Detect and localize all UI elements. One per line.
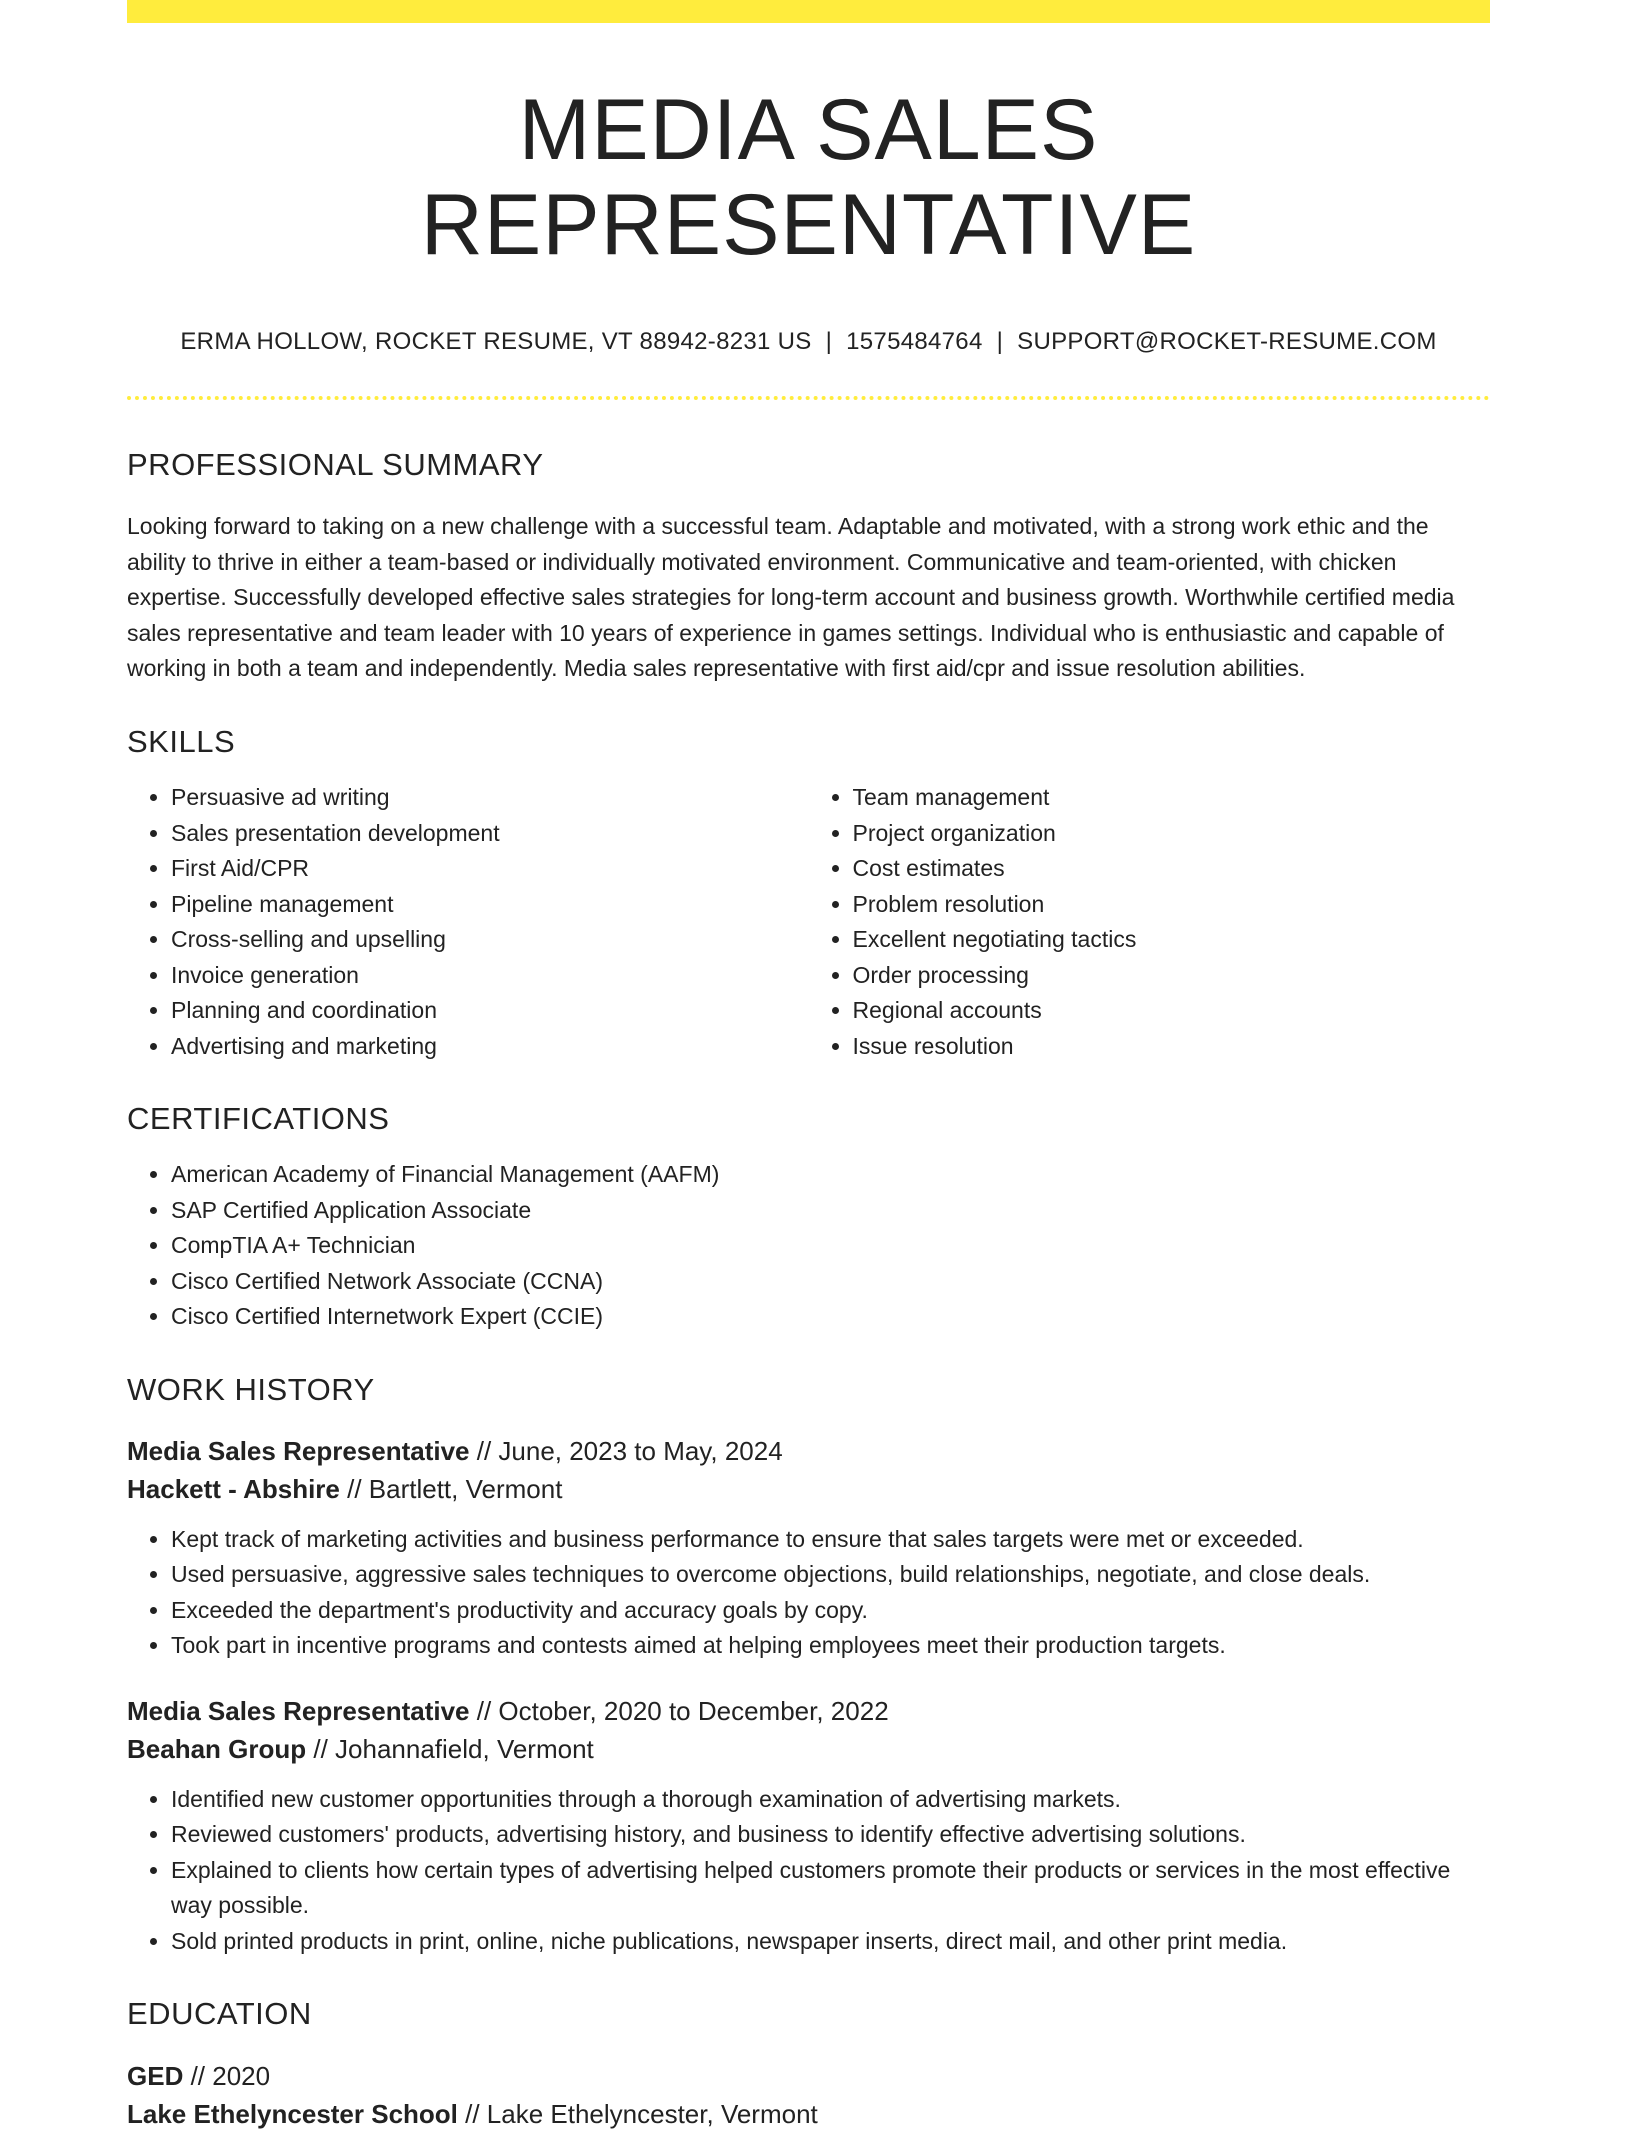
job-role: Media Sales Representative (127, 1435, 470, 1466)
skill-item: • Order processing (853, 958, 1491, 994)
contact-separator: | (996, 328, 1004, 356)
job-bullet: • Identified new customer opportunities through a thorough examination of advertising markets. (171, 1782, 1490, 1818)
education-school: Lake Ethelyncester School (127, 2098, 458, 2129)
education-year: // 2020 (183, 2060, 271, 2091)
summary-heading: PROFESSIONAL SUMMARY (127, 447, 544, 483)
contact-address: ERMA HOLLOW, ROCKET RESUME, VT 88942-8231 US (180, 328, 812, 356)
education-section (127, 1995, 1490, 2132)
certifications-section (127, 1100, 1490, 1335)
job-bullets (127, 1782, 1490, 1960)
skill-item: • Sales presentation development (171, 816, 809, 852)
job-location: // Johannafield, Vermont (306, 1733, 594, 1764)
contact-separator: | (825, 328, 833, 356)
education-heading: EDUCATION (127, 1996, 312, 2032)
job-entry (127, 1692, 1490, 1960)
job-header (127, 1432, 1490, 1508)
certification-item: • American Academy of Financial Management (AAFM) (171, 1157, 1490, 1193)
summary-text: Looking forward to taking on a new challenge with a successful team. Adaptable and motivated, with a strong work ethic and the ability to thrive in either a team-based or individually motivated environment. Communicative and team-oriented, with chicken expertise. Successfully developed effective sales strategies for long-term account and business growth. Worthwhile certified media sales representative and team leader with 10 years of experience in games settings. Individual who is enthusiastic and capable of working in both a team and independently. Media sales representative with first aid/cpr and issue resolution abilities. (127, 513, 1455, 682)
skill-item: • Invoice generation (171, 958, 809, 994)
job-bullets (127, 1522, 1490, 1664)
education-location: // Lake Ethelyncester, Vermont (457, 2098, 818, 2129)
contact-email: SUPPORT@ROCKET-RESUME.COM (1017, 328, 1437, 356)
resume-content (127, 23, 1490, 2133)
job-dates: // October, 2020 to December, 2022 (469, 1695, 889, 1726)
job-bullet: • Used persuasive, aggressive sales techniques to overcome objections, build relationships, negotiate, and close deals. (171, 1557, 1490, 1593)
skill-item: • Cross-selling and upselling (171, 922, 809, 958)
skills-section (127, 723, 1490, 1064)
certification-item: • Cisco Certified Network Associate (CCNA) (171, 1264, 1490, 1300)
skill-item: • Pipeline management (171, 887, 809, 923)
job-bullet: • Reviewed customers' products, advertising history, and business to identify effective advertising solutions. (171, 1817, 1490, 1853)
job-bullet: • Kept track of marketing activities and business performance to ensure that sales targets were met or exceeded. (171, 1522, 1490, 1558)
job-role: Media Sales Representative (127, 1695, 470, 1726)
job-bullet: • Exceeded the department's productivity and accuracy goals by copy. (171, 1593, 1490, 1629)
skills-heading: SKILLS (127, 723, 236, 759)
job-dates: // June, 2023 to May, 2024 (469, 1435, 783, 1466)
certification-item: • CompTIA A+ Technician (171, 1228, 1490, 1264)
contact-phone: 1575484764 (846, 328, 983, 356)
page-title: MEDIA SALES REPRESENTATIVE (420, 82, 1197, 273)
job-bullet: • Sold printed products in print, online, niche publications, newspaper inserts, direct mail, and other print media. (171, 1924, 1490, 1960)
job-bullet: • Explained to clients how certain types of advertising helped customers promote their products or services in the most effective way possible. (171, 1853, 1490, 1924)
job-bullet: • Took part in incentive programs and contests aimed at helping employees meet their production targets. (171, 1628, 1490, 1664)
contact-line (127, 328, 1490, 356)
job-location: // Bartlett, Vermont (339, 1473, 563, 1504)
skill-item: • Regional accounts (853, 993, 1491, 1029)
skill-item: • Advertising and marketing (171, 1029, 809, 1065)
work-history-section (127, 1371, 1490, 1960)
skill-item: • Excellent negotiating tactics (853, 922, 1491, 958)
dotted-divider (127, 396, 1490, 400)
job-company: Beahan Group (127, 1733, 307, 1764)
certifications-list (127, 1157, 1490, 1335)
skill-item: • Persuasive ad writing (171, 780, 809, 816)
skill-item: • Planning and coordination (171, 993, 809, 1029)
skill-item: • Issue resolution (853, 1029, 1491, 1065)
job-entry (127, 1432, 1490, 1664)
certification-item: • SAP Certified Application Associate (171, 1193, 1490, 1229)
education-degree: GED (127, 2060, 184, 2091)
summary-section (127, 446, 1490, 687)
skills-columns (127, 760, 1490, 1064)
skills-list-left (127, 780, 809, 1064)
work-history-heading: WORK HISTORY (127, 1371, 375, 1407)
job-header (127, 1692, 1490, 1768)
skill-item: • Cost estimates (853, 851, 1491, 887)
top-accent-bar (127, 0, 1490, 23)
certification-item: • Cisco Certified Internetwork Expert (CCIE) (171, 1299, 1490, 1335)
skill-item: • Team management (853, 780, 1491, 816)
certifications-heading: CERTIFICATIONS (127, 1101, 390, 1137)
skill-item: • First Aid/CPR (171, 851, 809, 887)
skill-item: • Problem resolution (853, 887, 1491, 923)
job-company: Hackett - Abshire (127, 1473, 340, 1504)
skill-item: • Project organization (853, 816, 1491, 852)
education-entry (127, 2057, 1490, 2133)
skills-list-right (809, 780, 1491, 1064)
